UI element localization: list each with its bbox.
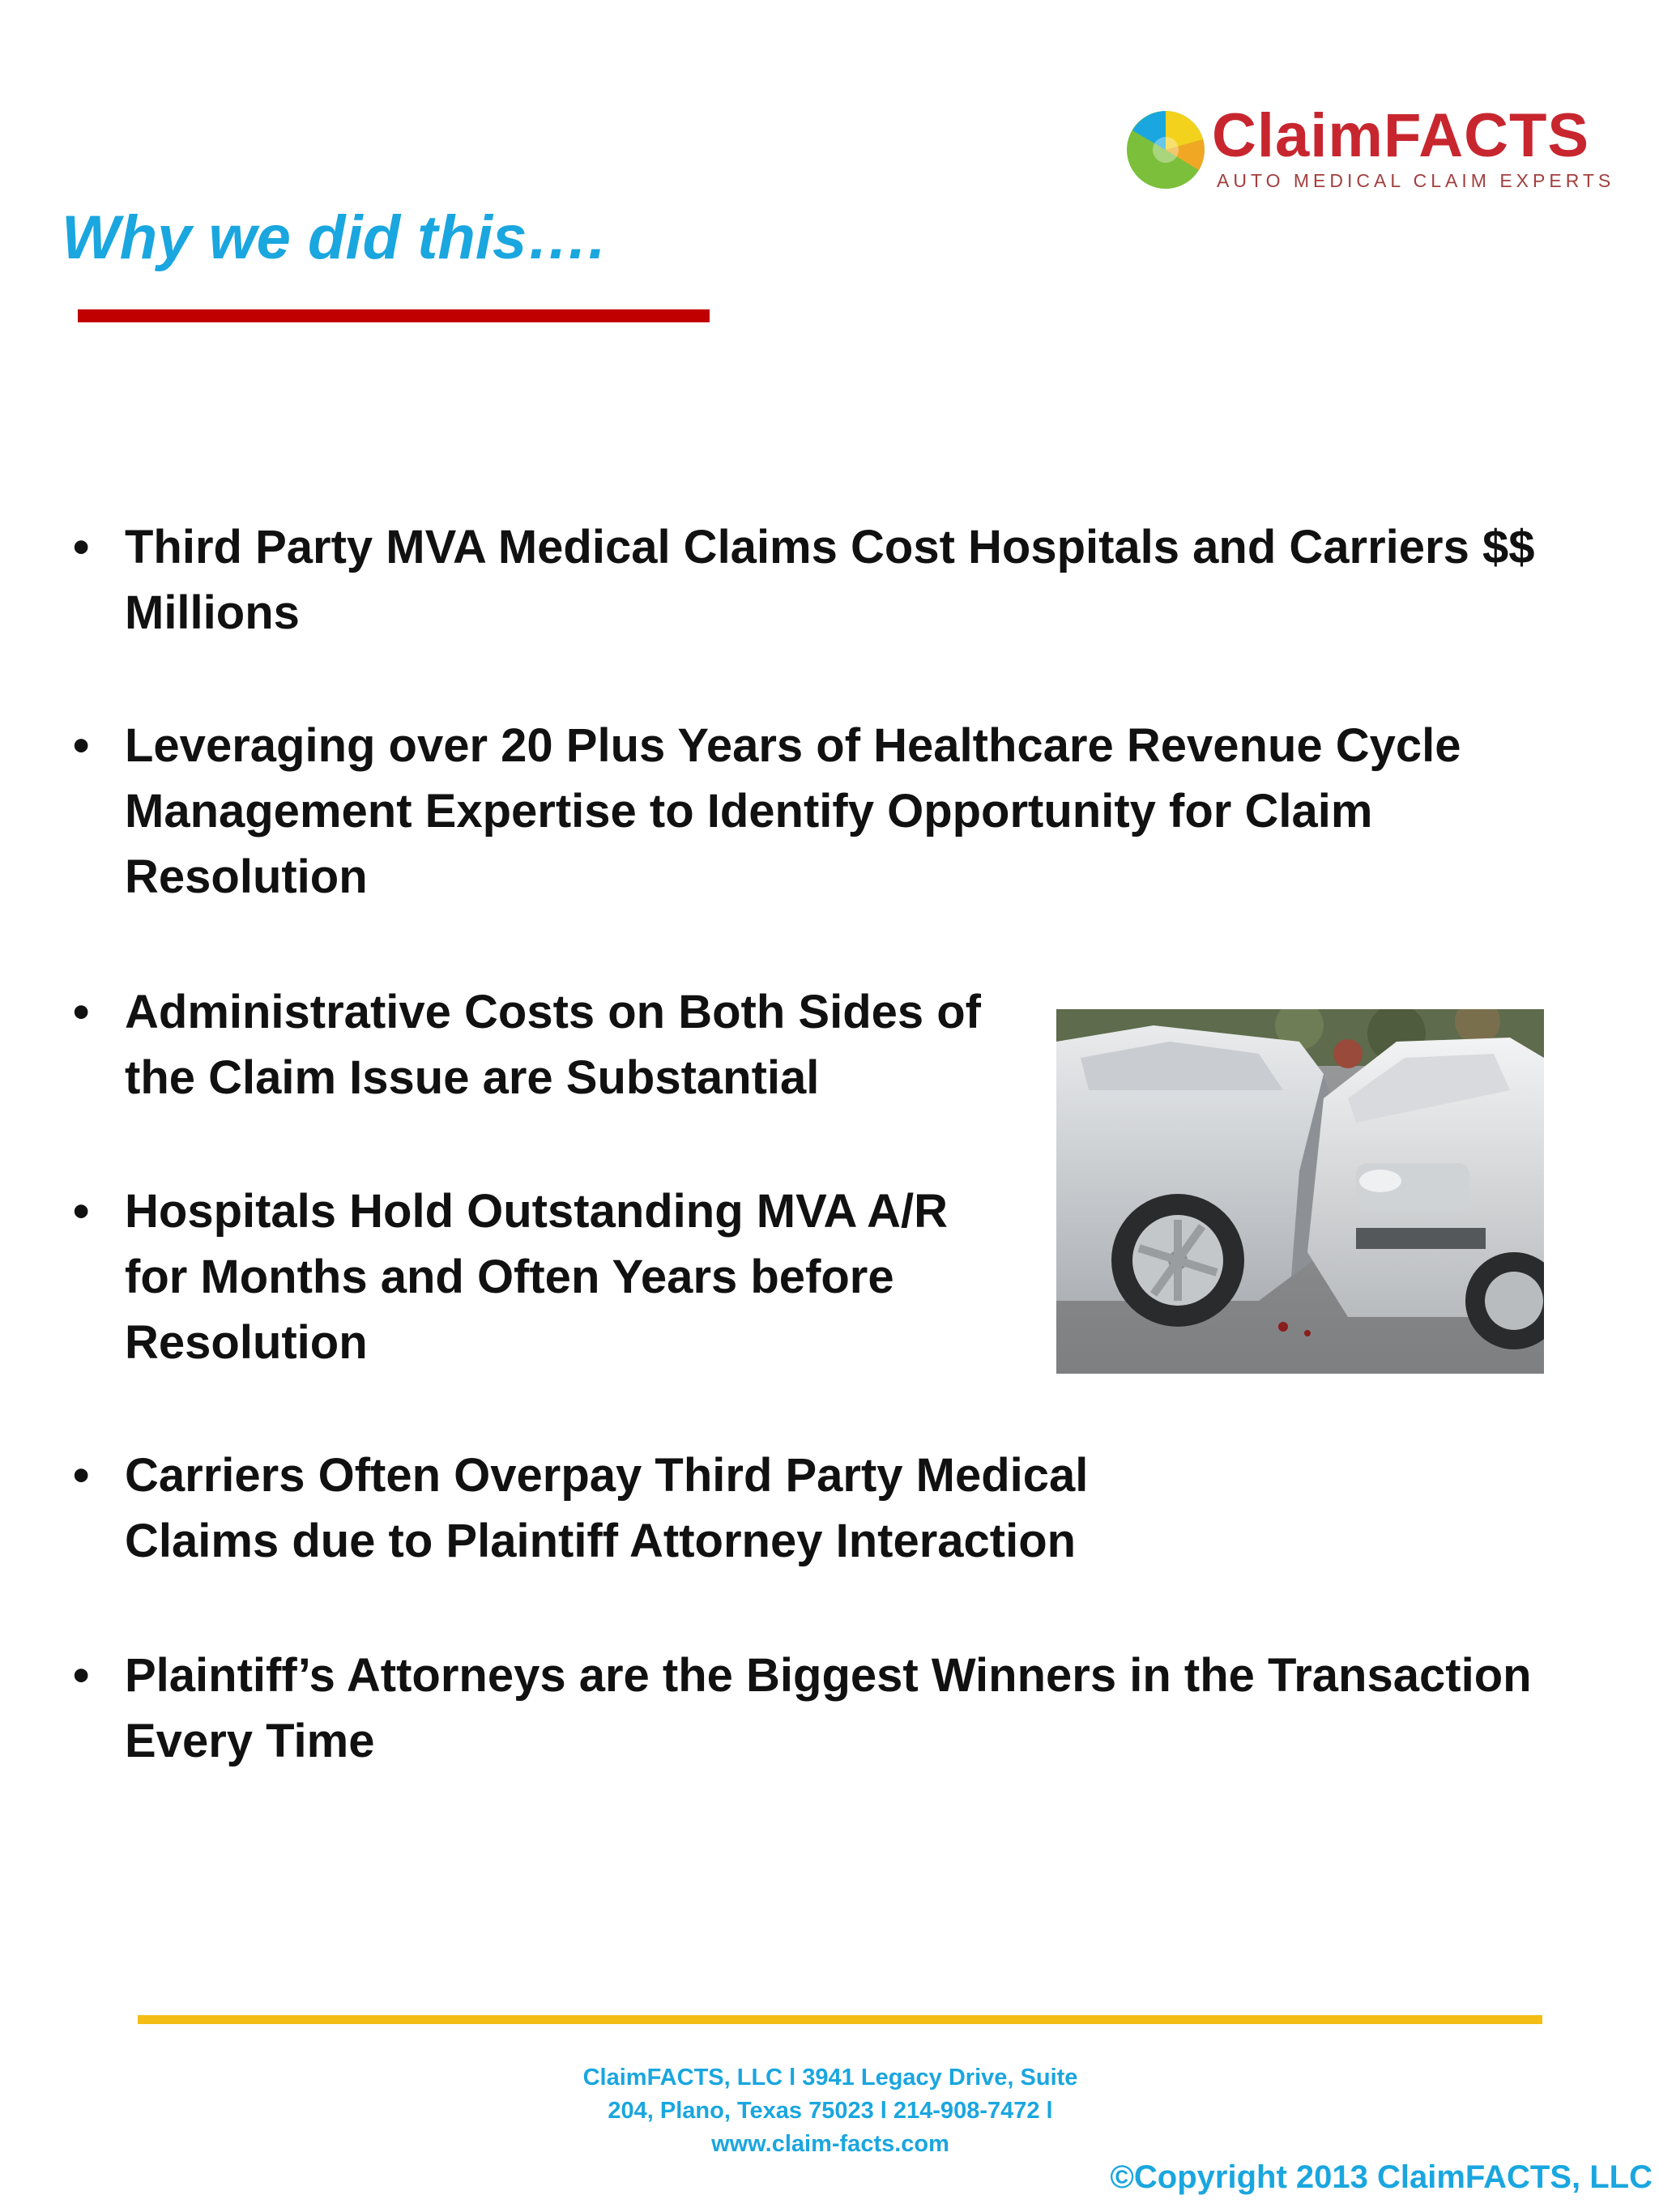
bullet-line: Millions xyxy=(125,586,300,639)
bullet-line: the Claim Issue are Substantial xyxy=(125,1051,820,1104)
bullet-line: Resolution xyxy=(125,1316,368,1369)
bullet-text xyxy=(125,1643,1532,1774)
slide-title: Why we did this…. xyxy=(62,203,606,272)
bullet-line: for Months and Often Years before xyxy=(125,1251,894,1303)
bullet-line: Leveraging over 20 Plus Years of Healthcare Revenue Cycle xyxy=(125,719,1461,772)
bullet-line: Carriers Often Overpay Third Party Medical xyxy=(125,1449,1089,1502)
title-underline xyxy=(78,309,710,322)
pie-chart-icon xyxy=(1121,105,1210,194)
footer-address xyxy=(551,2061,1110,2161)
bullet-text xyxy=(125,514,1535,646)
address-line-website[interactable]: www.claim-facts.com xyxy=(711,2131,949,2157)
bullet-text xyxy=(125,1178,948,1375)
car-crash-photo xyxy=(1056,1009,1544,1374)
bullet-line: Every Time xyxy=(125,1715,375,1767)
car-crash-illustration xyxy=(1056,1009,1544,1374)
logo-tagline: AUTO MEDICAL CLAIM EXPERTS xyxy=(1217,170,1615,191)
address-line: ClaimFACTS, LLC l 3941 Legacy Drive, Suite xyxy=(582,2065,1078,2091)
bullet-symbol: • xyxy=(73,521,90,573)
bullet-text xyxy=(125,979,981,1110)
bullet-line: Resolution xyxy=(125,850,368,903)
bullet-line: Third Party MVA Medical Claims Cost Hospitals and Carriers $$ xyxy=(125,521,1535,573)
bullet-line: Hospitals Hold Outstanding MVA A/R xyxy=(125,1185,949,1238)
bullet-text xyxy=(125,1443,1088,1574)
bullet-line: Administrative Costs on Both Sides of xyxy=(125,986,981,1038)
logo-wordmark: ClaimFACTS xyxy=(1212,101,1590,170)
bullet-symbol: • xyxy=(73,1449,90,1502)
bullet-text xyxy=(125,713,1461,910)
bullet-symbol: • xyxy=(73,719,90,772)
copyright-notice: ©Copyright 2013 ClaimFACTS, LLC xyxy=(1110,2159,1653,2195)
bullet-line: Claims due to Plaintiff Attorney Interaction xyxy=(125,1515,1077,1567)
footer-divider xyxy=(138,2015,1542,2024)
claimfacts-logo xyxy=(1121,101,1623,202)
address-line: 204, Plano, Texas 75023 l 214-908-7472 l xyxy=(608,2098,1053,2124)
bullet-symbol: • xyxy=(73,1185,90,1238)
bullet-line: Plaintiff’s Attorneys are the Biggest Winners in the Transaction xyxy=(125,1649,1532,1702)
bullet-line: Management Expertise to Identify Opportunity for Claim xyxy=(125,785,1373,837)
bullet-symbol: • xyxy=(73,986,90,1038)
bullet-symbol: • xyxy=(73,1649,90,1702)
